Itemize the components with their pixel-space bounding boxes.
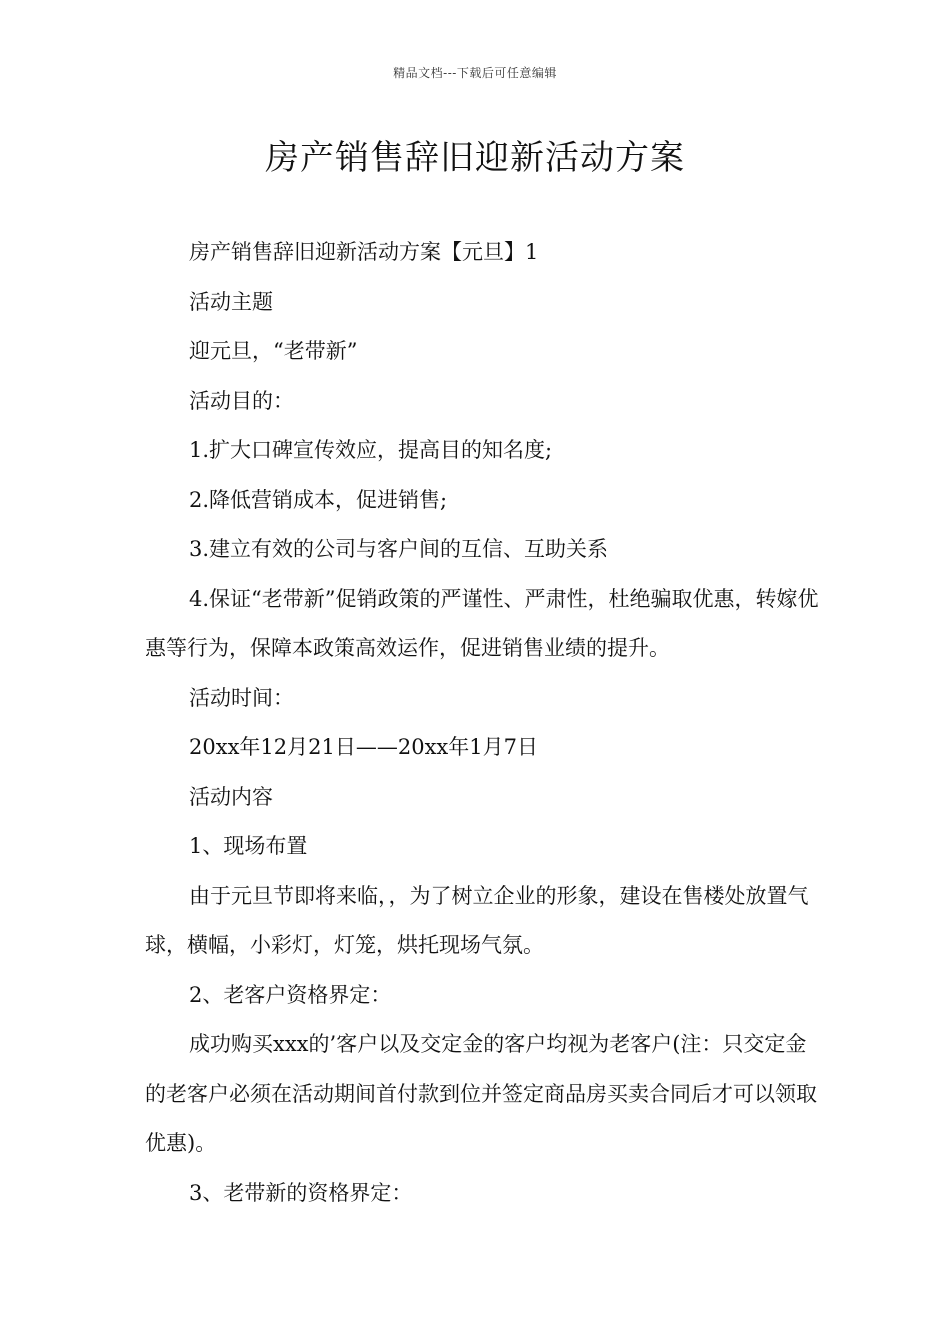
paragraph-time: 20xx年12月21日——20xx年1月7日: [189, 735, 538, 759]
paragraph-section-3: 3、老带新的资格界定：: [189, 1180, 413, 1205]
paragraph-purpose-3: 3.建立有效的公司与客户间的互信、互助关系: [189, 537, 609, 561]
paragraph-purpose-2: 2.降低营销成本，促进销售;: [189, 487, 448, 512]
paragraph-content-heading: 活动内容: [189, 784, 273, 809]
header-note: 精品文档---下载后可任意编辑: [393, 66, 557, 80]
document-title: 房产销售辞旧迎新活动方案: [265, 138, 685, 178]
document-body: [145, 228, 825, 1218]
paragraph-section-2-body: 成功购买xxx的’客户以及交定金的客户均视为老客户(注：只交定金的老客户必须在活动期间首付款到位并签定商品房买卖合同后才可以领取优惠)。: [145, 1032, 817, 1155]
paragraph-section-1-body: 由于元旦节即将来临，，为了树立企业的形象，建设在售楼处放置气球，横幅，小彩灯，灯笼，烘托现场气氛。: [145, 883, 809, 957]
paragraph-section-2: 2、老客户资格界定：: [189, 982, 392, 1007]
paragraph-time-heading: 活动时间：: [189, 685, 294, 710]
paragraph-subtitle: 房产销售辞旧迎新活动方案【元旦】1: [189, 240, 539, 264]
paragraph-purpose-4: 4.保证“老带新”促销政策的严谨性、严肃性，杜绝骗取优惠，转嫁优惠等行为，保障本政策高效运作，促进销售业绩的提升。: [145, 586, 819, 660]
paragraph-purpose-1: 1.扩大口碑宣传效应，提高目的知名度;: [189, 438, 553, 462]
paragraph-purpose-heading: 活动目的：: [189, 388, 294, 413]
paragraph-theme: 迎元旦，“老带新”: [189, 339, 358, 363]
paragraph-section-1: 1、现场布置: [189, 834, 308, 858]
paragraph-theme-heading: 活动主题: [189, 289, 273, 314]
